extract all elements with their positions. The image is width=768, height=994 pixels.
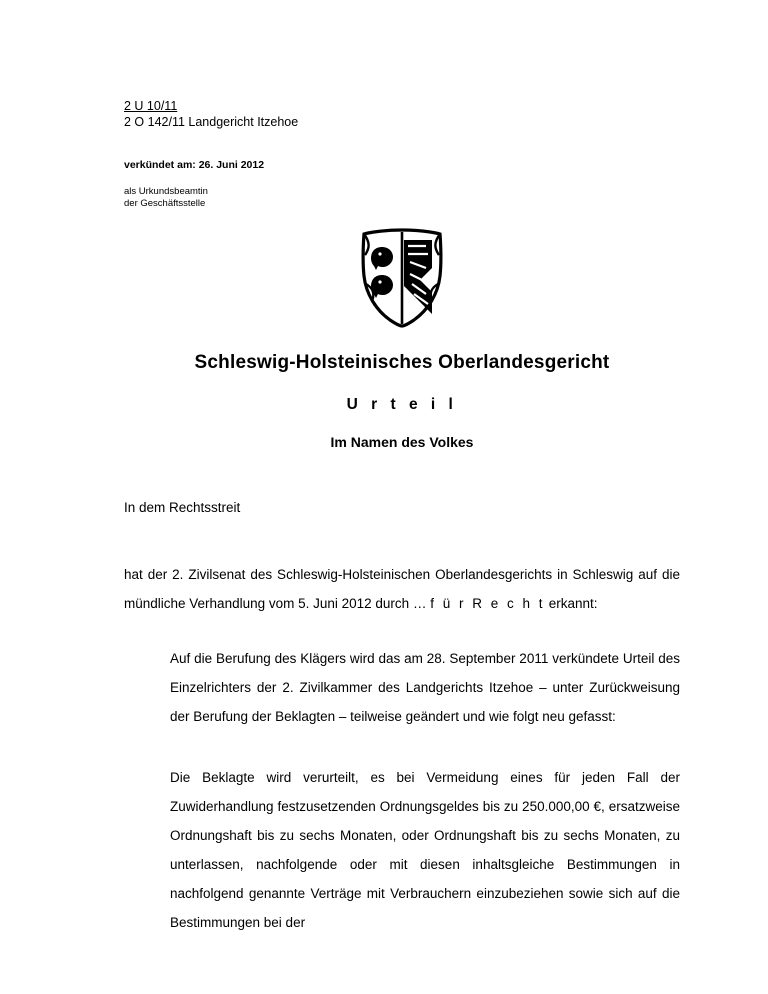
document-type: U r t e i l (346, 396, 458, 413)
lead-in-text: In dem Rechtsstreit (124, 500, 241, 515)
court-name: Schleswig-Holsteinisches Oberlandesgericht (194, 352, 610, 373)
coat-of-arms-icon (356, 228, 448, 328)
clerk-line-2: der Geschäftsstelle (124, 198, 206, 209)
clerk-block (124, 186, 680, 210)
document-content (124, 98, 680, 937)
paragraph-order: Die Beklagte wird verurteilt, es bei Vermeidung eines für jeden Fall der Zuwiderhandlung festzusetzenden Ordnungsgeldes bis zu 250.000,00 €, ersatzweise Ordnungshaft bis zu sechs Monaten, oder Ordnungshaft bis zu sechs Monaten, zu unterlassen, nachfolgende oder mit diesen inhaltsgleiche Bestimmungen in nachfolgend genannte Verträge mit Verbrauchern einzubeziehen sowie sich auf die Bestimmungen bei der (170, 770, 680, 930)
paragraph-appeal: Auf die Berufung des Klägers wird das am 28. September 2011 verkündete Urteil des Einzelrichters der 2. Zivilkammer des Landgerichts Itzehoe – unter Zurückweisung der Berufung der Beklagten – teilweise geändert und wie folgt neu gefasst: (170, 651, 680, 724)
in-the-name-of-the-people: Im Namen des Volkes (330, 434, 474, 450)
paragraph-senate-part2: erkannt: (544, 596, 598, 611)
paragraph-senate (124, 560, 680, 618)
clerk-line-1: als Urkundsbeamtin (124, 186, 208, 197)
paragraph-senate-part1: hat der 2. Zivilsenat des Schleswig-Holsteinischen Oberlandesgerichts in Schleswig auf die mündliche Verhandlung vom 5. Juni 2012 durch … (124, 567, 680, 611)
case-number-secondary: 2 O 142/11 Landgericht Itzehoe (124, 115, 299, 129)
crest-container (124, 228, 680, 328)
announcement-date: verkündet am: 26. Juni 2012 (124, 159, 265, 171)
case-numbers (124, 98, 680, 130)
case-number-primary: 2 U 10/11 (124, 99, 178, 113)
paragraph-senate-emphasis: f ü r R e c h t (430, 596, 545, 611)
